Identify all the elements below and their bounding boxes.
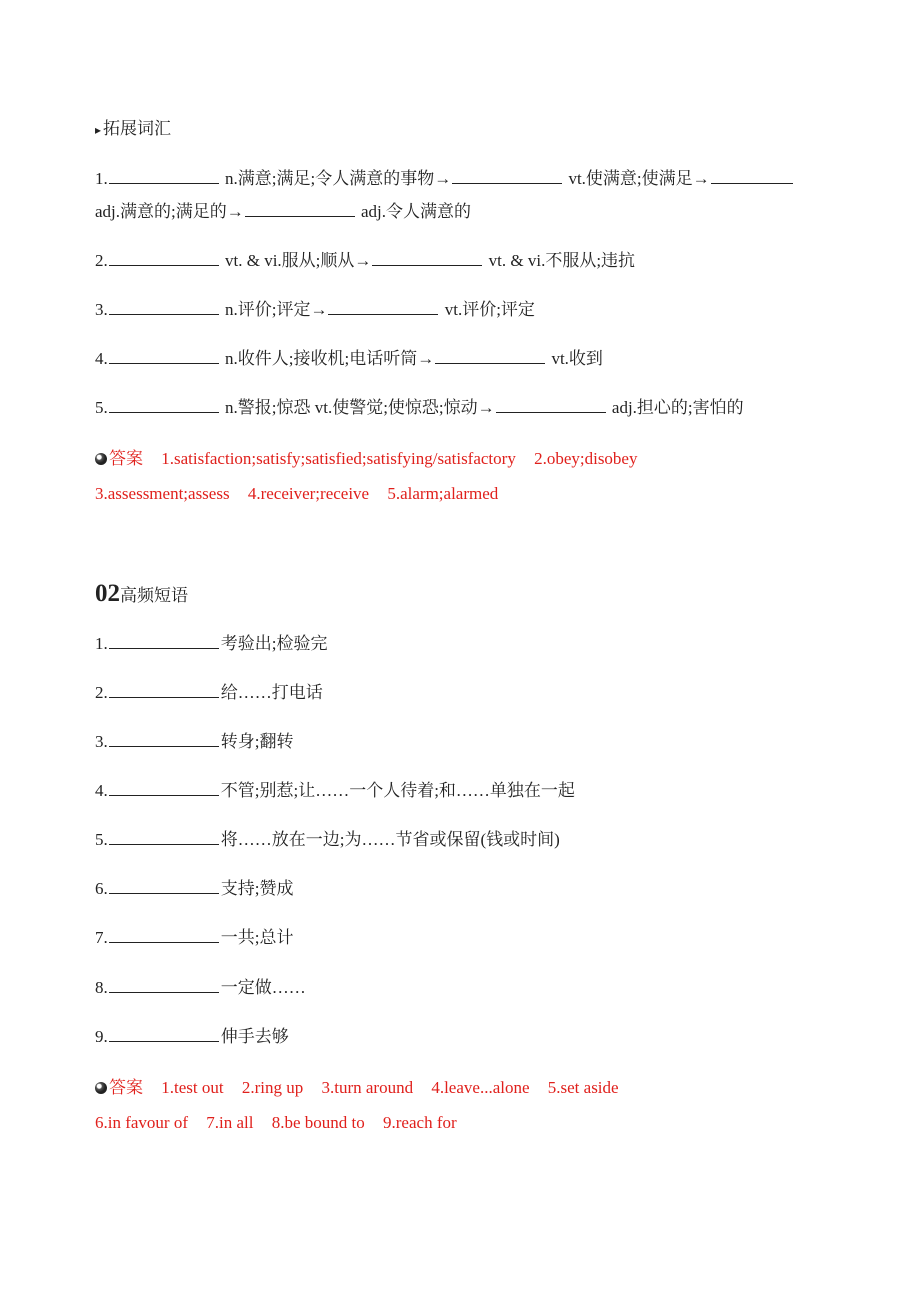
fill-blank[interactable] bbox=[452, 168, 562, 184]
answer-item: 2.obey;disobey bbox=[534, 449, 638, 468]
item-text: 一共;总计 bbox=[220, 928, 294, 947]
answer-item: 8.be bound to bbox=[271, 1113, 365, 1132]
phrase-item-9 bbox=[95, 1026, 830, 1048]
vocab-item-4 bbox=[95, 348, 830, 370]
item-text: 不管;别惹;让……一个人待着;和……单独在一起 bbox=[220, 781, 575, 800]
fill-blank[interactable] bbox=[109, 633, 219, 649]
answer-item: 9.reach for bbox=[383, 1113, 457, 1132]
answer-item: 6.in favour of bbox=[95, 1113, 189, 1132]
item-number: 7. bbox=[95, 928, 108, 947]
fill-blank[interactable] bbox=[109, 397, 219, 413]
phrase-item-7 bbox=[95, 927, 830, 949]
item-number: 8. bbox=[95, 978, 108, 997]
phrase-item-8 bbox=[95, 977, 830, 999]
fill-blank[interactable] bbox=[109, 348, 219, 364]
item-number: 4. bbox=[95, 781, 108, 800]
fill-blank[interactable] bbox=[109, 682, 219, 698]
answer-item: 5.alarm;alarmed bbox=[387, 484, 499, 503]
item-text: 将……放在一边;为……节省或保留(钱或时间) bbox=[220, 830, 560, 849]
item-text: vt. & vi.服从;顺从→ bbox=[225, 251, 372, 270]
answer-block-vocab bbox=[95, 441, 830, 511]
item-number: 3. bbox=[95, 732, 108, 751]
item-text: adj.令人满意的 bbox=[361, 202, 472, 221]
item-number: 5. bbox=[95, 830, 108, 849]
item-number: 2. bbox=[95, 251, 108, 270]
item-number: 3. bbox=[95, 300, 108, 319]
item-text: adj.满意的;满足的→ bbox=[95, 202, 244, 221]
phrase-item-2 bbox=[95, 682, 830, 704]
phrase-item-1 bbox=[95, 633, 830, 655]
item-number: 6. bbox=[95, 879, 108, 898]
item-number: 5. bbox=[95, 398, 108, 417]
answer-item: 1.satisfaction;satisfy;satisfied;satisfying/satisfactory bbox=[161, 449, 516, 468]
answer-item: 5.set aside bbox=[547, 1078, 619, 1097]
phrase-item-3 bbox=[95, 731, 830, 753]
fill-blank[interactable] bbox=[109, 977, 219, 993]
vocab-item-1-cont bbox=[95, 201, 830, 223]
answer-item: 4.receiver;receive bbox=[247, 484, 370, 503]
item-number: 9. bbox=[95, 1027, 108, 1046]
answer-item: 7.in all bbox=[206, 1113, 254, 1132]
item-text: vt.使满意;使满足→ bbox=[568, 169, 710, 188]
vocab-item-2 bbox=[95, 250, 830, 272]
answer-item: 1.test out bbox=[161, 1078, 224, 1097]
item-text: vt.评价;评定 bbox=[444, 300, 535, 319]
item-text: 一定做…… bbox=[220, 978, 306, 997]
item-text: 支持;赞成 bbox=[220, 879, 294, 898]
fill-blank[interactable] bbox=[109, 299, 219, 315]
fill-blank[interactable] bbox=[109, 731, 219, 747]
item-number: 1. bbox=[95, 169, 108, 188]
fill-blank[interactable] bbox=[328, 299, 438, 315]
fill-blank[interactable] bbox=[109, 829, 219, 845]
fill-blank[interactable] bbox=[496, 397, 606, 413]
item-text: vt.收到 bbox=[551, 349, 603, 368]
fill-blank[interactable] bbox=[245, 201, 355, 217]
fill-blank[interactable] bbox=[109, 1026, 219, 1042]
fill-blank[interactable] bbox=[109, 250, 219, 266]
item-text: n.满意;满足;令人满意的事物→ bbox=[225, 169, 452, 188]
fill-blank[interactable] bbox=[109, 168, 219, 184]
item-number: 4. bbox=[95, 349, 108, 368]
fill-blank[interactable] bbox=[109, 780, 219, 796]
answer-item: 2.ring up bbox=[241, 1078, 304, 1097]
vocab-item-1 bbox=[95, 168, 830, 190]
answer-item: 4.leave...alone bbox=[431, 1078, 530, 1097]
section-heading-phrases bbox=[95, 580, 830, 610]
fill-blank[interactable] bbox=[109, 927, 219, 943]
section-number: 02 bbox=[95, 580, 120, 607]
section-title: 高频短语 bbox=[120, 586, 188, 605]
vocab-item-3 bbox=[95, 299, 830, 321]
answer-label: 答案 bbox=[109, 1078, 143, 1097]
answer-label: 答案 bbox=[109, 449, 143, 468]
vocab-item-5 bbox=[95, 397, 830, 419]
item-text: vt. & vi.不服从;违抗 bbox=[488, 251, 636, 270]
fill-blank[interactable] bbox=[711, 168, 793, 184]
item-text: 给……打电话 bbox=[220, 683, 323, 702]
answer-block-phrases bbox=[95, 1070, 830, 1140]
section-heading-text: 拓展词汇 bbox=[103, 119, 172, 138]
item-text: 考验出;检验完 bbox=[220, 634, 328, 653]
phrase-item-6 bbox=[95, 878, 830, 900]
answer-item: 3.assessment;assess bbox=[95, 484, 230, 503]
fill-blank[interactable] bbox=[372, 250, 482, 266]
answer-item: 3.turn around bbox=[321, 1078, 414, 1097]
item-text: n.收件人;接收机;电话听筒→ bbox=[225, 349, 435, 368]
phrase-item-5 bbox=[95, 829, 830, 851]
item-text: n.警报;惊恐 vt.使警觉;使惊恐;惊动→ bbox=[225, 398, 495, 417]
item-text: n.评价;评定→ bbox=[225, 300, 328, 319]
item-number: 1. bbox=[95, 634, 108, 653]
triangle-bullet-icon: ▸ bbox=[95, 123, 102, 137]
item-text: 伸手去够 bbox=[220, 1027, 289, 1046]
item-text: 转身;翻转 bbox=[220, 732, 294, 751]
item-number: 2. bbox=[95, 683, 108, 702]
item-text: adj.担心的;害怕的 bbox=[611, 398, 744, 417]
section-heading-vocab bbox=[95, 118, 830, 141]
fill-blank[interactable] bbox=[109, 878, 219, 894]
answer-icon bbox=[95, 1082, 107, 1094]
phrase-item-4 bbox=[95, 780, 830, 802]
answer-icon bbox=[95, 453, 107, 465]
fill-blank[interactable] bbox=[435, 348, 545, 364]
